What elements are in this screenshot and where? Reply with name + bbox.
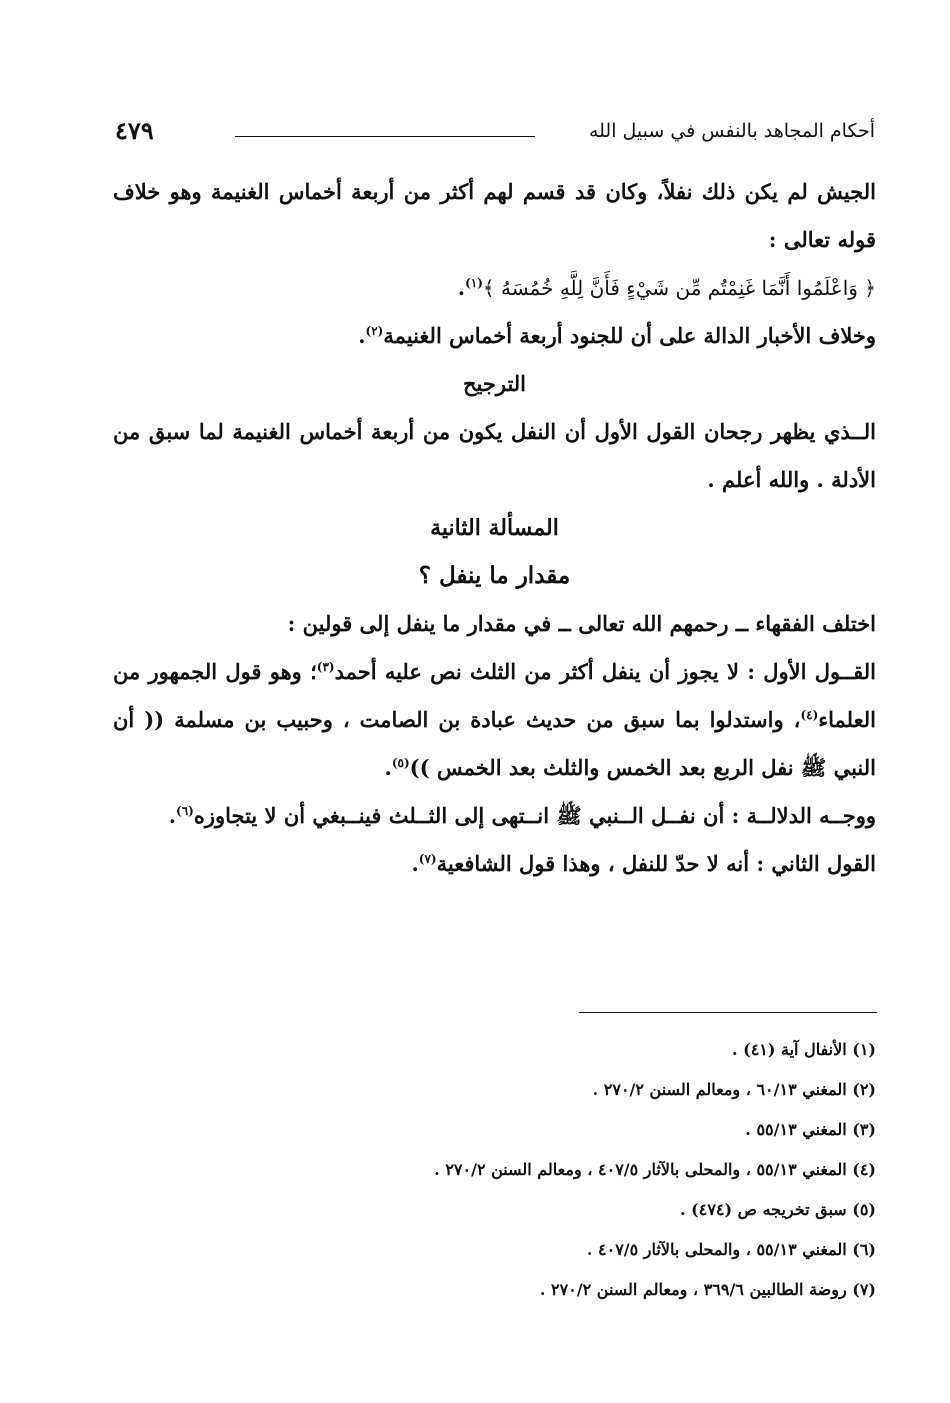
book-title: أحكام المجاهد بالنفس في سبيل الله (588, 120, 875, 142)
footnote-item: (٣) المغني ٥٥/١٣ . (745, 1120, 876, 1139)
footnote-separator (579, 1012, 877, 1013)
running-header (115, 116, 875, 154)
page-number: ٤٧٩ (115, 116, 154, 145)
footnote-item: (٤) المغني ٥٥/١٣ ، والمحلى بالآثار ٤٠٧/٥ ، ومعالم السنن ٢٧٠/٢ . (434, 1160, 876, 1179)
period: . (384, 755, 392, 780)
footnote-item: (٧) روضة الطالبين ٣٦٩/٦ ، ومعالم السنن ٢٧٠/٢ . (539, 1280, 876, 1299)
paragraph-reports (113, 312, 876, 360)
paragraph-disagreement: اختلف الفقهاء ــ رحمهم الله تعالى ــ في مقدار ما ينفل إلى قولين : (287, 611, 876, 636)
first-opinion-b: ؛ وهو قول الجمهور من العلماء (113, 659, 876, 732)
header-rule (235, 136, 535, 137)
footnote-ref-6[interactable]: (٦) (176, 804, 194, 818)
footnote-ref-4[interactable]: (٤) (800, 708, 819, 722)
footnote-item: (٥) سبق تخريجه ص (٤٧٤) . (680, 1200, 876, 1219)
second-opinion-text: القول الثاني : أنه لا حدّ للنفل ، وهذا قول الشافعية (436, 851, 876, 876)
first-opinion-a: القــول الأول : لا يجوز أن ينفل أكثر من الثلث نص عليه أحمد (334, 659, 876, 684)
paragraph-first-opinion (113, 648, 876, 792)
footnote-ref-7[interactable]: (٧) (418, 852, 437, 866)
footnote-ref-5[interactable]: (٥) (391, 756, 410, 770)
heading-nafl-amount: مقدار ما ينفل ؟ (418, 562, 571, 589)
footnote-item: (٢) المغني ٦٠/١٣ ، ومعالم السنن ٢٧٠/٢ . (592, 1080, 876, 1099)
quran-verse: ﴿ وَاعْلَمُوا أَنَّمَا غَنِمْتُم مِّن شَيْءٍ فَأَنَّ لِلَّهِ خُمُسَهُ ﴾ (482, 276, 876, 300)
main-text (113, 168, 876, 888)
paragraph-evidence (113, 792, 876, 840)
paragraph-army-share: الجيش لم يكن ذلك نفلاً، وكان قد قسم لهم أكثر من أربعة أخماس الغنيمة وهو خلاف قوله تعالى : (113, 179, 876, 252)
footnote-ref-3[interactable]: (٣) (316, 660, 335, 674)
footnote-ref-1[interactable]: (١) (465, 276, 483, 290)
footnotes (276, 1030, 876, 1310)
period: . (411, 851, 419, 876)
quran-verse-line (113, 264, 876, 312)
evidence-text: ووجــه الدلالــة : أن نفــل الــنبي ﷺ انــتهى إلى الثــلث فينــبغي أن لا يتجاوزه (193, 803, 876, 828)
heading-tarjih: الترجيح (462, 371, 527, 396)
reports-text: وخلاف الأخبار الدالة على أن للجنود أربعة أخماس الغنيمة (383, 323, 876, 348)
period: . (168, 803, 176, 828)
heading-second-issue: المسألة الثانية (430, 515, 559, 541)
period: . (457, 275, 466, 300)
first-opinion-c: ، واستدلوا بما سبق من حديث عبادة بن الصامت ، وحبيب بن مسلمة (( أن النبي ﷺ نفل الربع بعد الخمس والثلث بعد الخمس )) (113, 707, 876, 780)
footnote-item: (٦) المغني ٥٥/١٣ ، والمحلى بالآثار ٤٠٧/٥ . (586, 1240, 876, 1259)
footnote-item: (١) الأنفال آية (٤١) . (731, 1040, 876, 1059)
paragraph-tarjih: الــذي يظهر رجحان القول الأول أن النفل يكون من أربعة أخماس الغنيمة لما سبق من الأدلة . والله أعلم . (113, 419, 876, 492)
paragraph-second-opinion (113, 840, 876, 888)
footnote-ref-2[interactable]: (٢) (365, 324, 384, 338)
period: . (358, 323, 366, 348)
